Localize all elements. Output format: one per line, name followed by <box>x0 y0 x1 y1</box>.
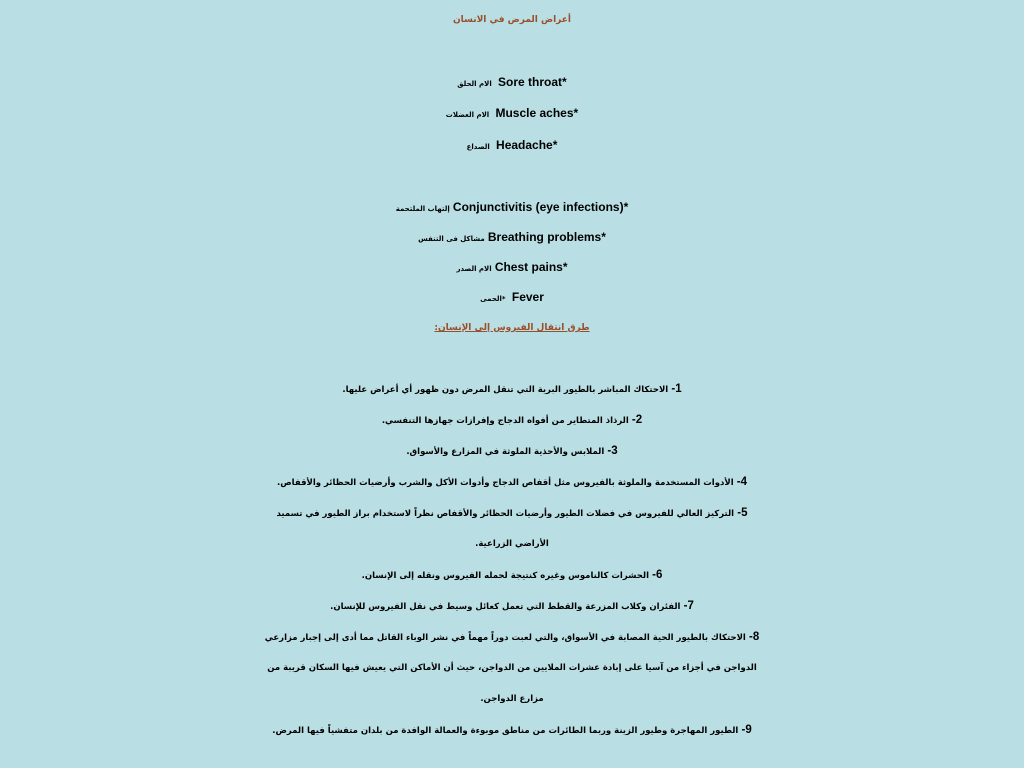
list-item <box>0 405 1024 435</box>
item-text: الحشرات كالناموس وغيره كنتيجة لحمله الفيروس ونقله إلى الإنسان. <box>361 571 650 581</box>
item-number: 3- <box>607 445 618 457</box>
item-number: 7- <box>683 600 694 612</box>
list-item <box>0 498 1024 528</box>
item-text: التركيز العالي للفيروس في فضلات الطيور وأرضيات الحظائر والأقفاص نظراً لاستخدام براز الطيور في تسميد <box>276 509 735 519</box>
symptom-arabic: الام الحلق <box>457 80 492 88</box>
list-item-continuation <box>0 684 1024 714</box>
symptom-fever <box>0 282 1024 312</box>
item-number: 5- <box>737 507 748 519</box>
list-item-continuation <box>0 653 1024 683</box>
symptom-breathing-problems <box>0 222 1024 252</box>
symptom-english: Headache* <box>496 138 558 152</box>
item-number: 4- <box>736 476 747 488</box>
list-item <box>0 715 1024 745</box>
item-number: 9- <box>741 724 752 736</box>
item-text: الأدوات المستخدمة والملوثة بالفيروس مثل أقفاص الدجاج وأدوات الأكل والشرب وأرضيات الحظائر والأقفاص. <box>276 478 734 488</box>
symptom-arabic: الام الصدر <box>456 265 492 273</box>
list-item <box>0 436 1024 466</box>
list-item <box>0 622 1024 652</box>
symptom-arabic: مشاكل فى التنفس <box>418 235 485 243</box>
symptom-arabic: الام العضلات <box>445 111 490 119</box>
symptom-english: Sore throat* <box>498 75 567 89</box>
symptom-chest-pains <box>0 252 1024 282</box>
symptom-arabic: *الحمى <box>480 295 506 303</box>
symptom-english: Breathing problems* <box>487 230 606 244</box>
item-text: الرذاذ المتطاير من أفواه الدجاج وإفرازات جهازها التنفسي. <box>381 416 629 426</box>
list-item <box>0 374 1024 404</box>
item-number: 6- <box>652 569 663 581</box>
list-item <box>0 467 1024 497</box>
item-number: 1- <box>671 383 682 395</box>
symptom-sore-throat <box>0 67 1024 97</box>
symptom-headache <box>0 130 1024 160</box>
item-text: الفئران وكلاب المزرعة والقطط التي تعمل كعائل وسيط في نقل الفيروس للإنسان. <box>330 602 681 612</box>
page-title: أعراض المرض في الانسان <box>452 15 571 25</box>
list-item <box>0 560 1024 590</box>
symptom-arabic: إلتهاب الملتحمة <box>395 205 450 213</box>
list-item <box>0 591 1024 621</box>
item-text: الطيور المهاجرة وطيور الزينة وربما الطائرات من مناطق موبوءة والعمالة الوافدة من بلدان متفشياً فيها المرض. <box>272 726 739 736</box>
list-item-continuation <box>0 529 1024 559</box>
transmission-heading: طرق انتقال الفيروس إلى الإنسان: <box>434 323 590 333</box>
symptom-arabic: الصداع <box>466 143 490 151</box>
item-text: الأراضي الزراعية. <box>475 539 549 549</box>
item-text: الملابس والأحذية الملوثة في المزارع والأسواق. <box>406 447 605 457</box>
symptom-english: Chest pains* <box>494 260 568 274</box>
symptom-english: Fever <box>511 290 544 304</box>
symptom-muscle-aches <box>0 98 1024 128</box>
item-text: الدواجن في أجزاء من آسيا على إبادة عشرات الملايين من الدواجن، حيث أن الأماكن التي يعيش فيها السكان قريبة من <box>267 663 757 673</box>
item-number: 8- <box>748 631 760 643</box>
item-text: الاحتكاك بالطيور الحية المصابة في الأسواق، والتي لعبت دوراً مهماً في نشر الوباء القاتل مما أدى إلى إجبار مزارعي <box>264 633 746 643</box>
symptom-conjunctivitis <box>0 192 1024 222</box>
symptom-english: Muscle aches* <box>495 106 579 120</box>
item-number: 2- <box>631 414 643 426</box>
item-text: الاحتكاك المباشر بالطيور البرية التي تنقل المرض دون ظهور أي أعراض عليها. <box>342 385 669 395</box>
symptom-english: Conjunctivitis (eye infections)* <box>452 200 629 214</box>
item-text: مزارع الدواجن. <box>480 694 544 704</box>
